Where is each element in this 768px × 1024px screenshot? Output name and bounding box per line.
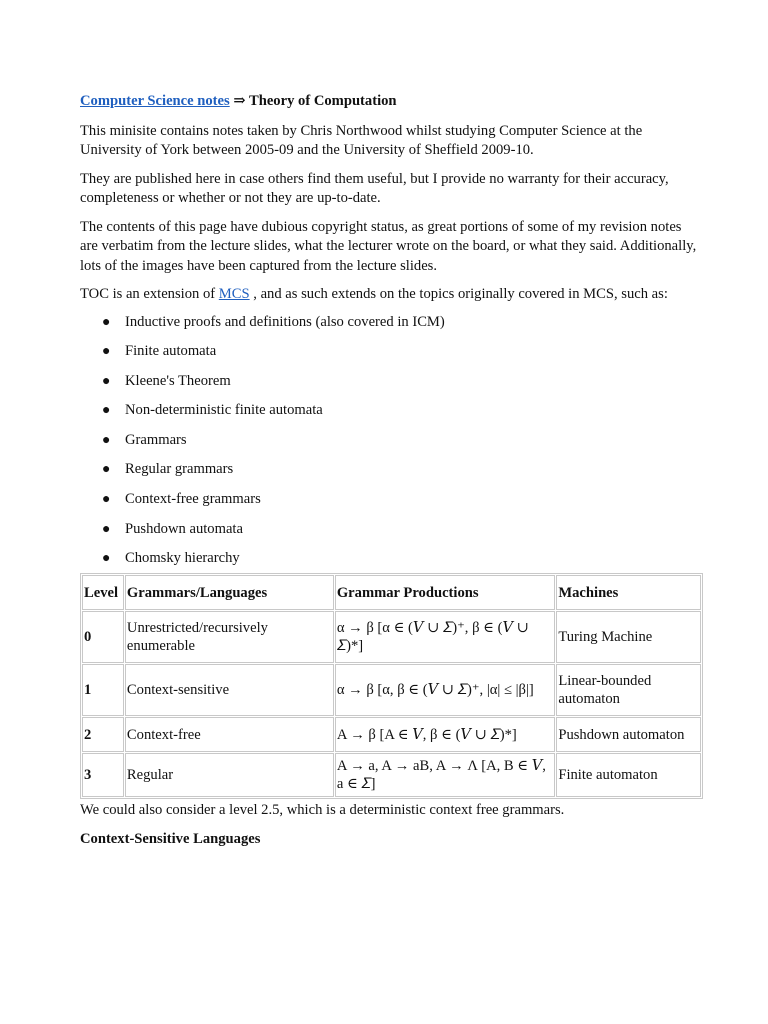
cell-machine: Finite automaton [556,753,701,797]
list-item [80,431,700,461]
intro-paragraph-2: They are published here in case others find them useful, but I provide no warranty for their accuracy, completeness or whether or not they are up-to-date. [80,170,669,206]
table-header-row [82,575,701,610]
table-row [82,611,701,663]
toc-text-after: , and as such extends on the topics originally covered in MCS, such as: [253,286,668,302]
bullet-icon: ● [102,492,111,508]
cell-grammar: Context-free [125,717,334,752]
list-item [80,401,700,431]
toc-paragraph [80,285,700,305]
header-level: Level [82,575,124,610]
chomsky-hierarchy-table [80,573,703,799]
topic-label: Pushdown automata [125,520,243,537]
breadcrumb-separator: ⇒ [233,93,246,109]
header-machines: Machines [556,575,701,610]
cell-machine: Pushdown automaton [556,717,701,752]
toc-text-before: TOC is an extension of [80,286,216,302]
bullet-icon: ● [102,403,111,419]
page-title: Theory of Computation [248,93,397,109]
mcs-link[interactable]: MCS [218,286,250,302]
topic-label: Finite automata [125,343,217,360]
table-row [82,717,701,752]
cell-level: 1 [82,664,124,716]
intro-paragraph-1: This minisite contains notes taken by Chris Northwood whilst studying Computer Science at the University of York between 2005-09 and the University of Sheffield 2009-10. [80,122,643,158]
section-heading: Context-Sensitive Languages [80,830,261,847]
cell-grammar: Regular [125,753,334,797]
header-productions: Grammar Productions [335,575,556,610]
bullet-icon: ● [102,521,111,537]
topic-label: Kleene's Theorem [125,372,231,389]
bullet-icon: ● [102,462,111,478]
cell-productions: A → β [A ∈ 𝑉, β ∈ (𝑉 ∪ 𝛴)*] [335,717,556,752]
cell-productions: α → β [α, β ∈ (𝑉 ∪ 𝛴)⁺, |α| ≤ |β|] [335,664,556,716]
intro-paragraph-3: The contents of this page have dubious copyright status, as great portions of some of my revision notes are verbatim from the lecture slides, what the lecturer wrote on the board, or what they said. Additionally, lots of the images have been captured from the lecture slides. [80,218,697,274]
list-item [80,549,700,572]
cell-level: 2 [82,717,124,752]
topic-label: Inductive proofs and definitions (also covered in ICM) [125,313,445,330]
cell-grammar: Context-sensitive [125,664,334,716]
list-item [80,490,700,520]
bullet-icon: ● [102,432,111,448]
topic-label: Non-deterministic finite automata [125,402,323,419]
breadcrumb-link-computer-science-notes[interactable]: Computer Science notes [80,93,230,109]
list-item [80,313,700,343]
page-content [80,92,700,858]
topic-label: Grammars [125,431,187,448]
bullet-icon: ● [102,344,111,360]
list-item [80,520,700,550]
topic-label: Context-free grammars [125,491,261,508]
breadcrumb [80,92,700,112]
cell-productions: A → a, A → aB, A → Λ [A, B ∈ 𝑉, a ∈ 𝛴] [335,753,556,797]
table-row [82,664,701,716]
topic-label: Regular grammars [125,461,234,478]
header-grammars: Grammars/Languages [125,575,334,610]
bullet-icon: ● [102,551,111,567]
cell-grammar: Unrestricted/recursively enumerable [125,611,334,663]
topic-label: Chomsky hierarchy [125,550,240,567]
list-item [80,372,700,402]
list-item [80,342,700,372]
cell-level: 3 [82,753,124,797]
bullet-icon: ● [102,373,111,389]
cell-machine: Turing Machine [556,611,701,663]
bullet-icon: ● [102,314,111,330]
cell-machine: Linear-bounded automaton [556,664,701,716]
after-table-paragraph: We could also consider a level 2.5, which is a deterministic context free grammars. [80,802,565,819]
list-item [80,460,700,490]
table-row [82,753,701,797]
topics-list [80,313,700,573]
cell-productions: α → β [α ∈ (𝑉 ∪ 𝛴)⁺, β ∈ (𝑉 ∪ 𝛴)*] [335,611,556,663]
cell-level: 0 [82,611,124,663]
